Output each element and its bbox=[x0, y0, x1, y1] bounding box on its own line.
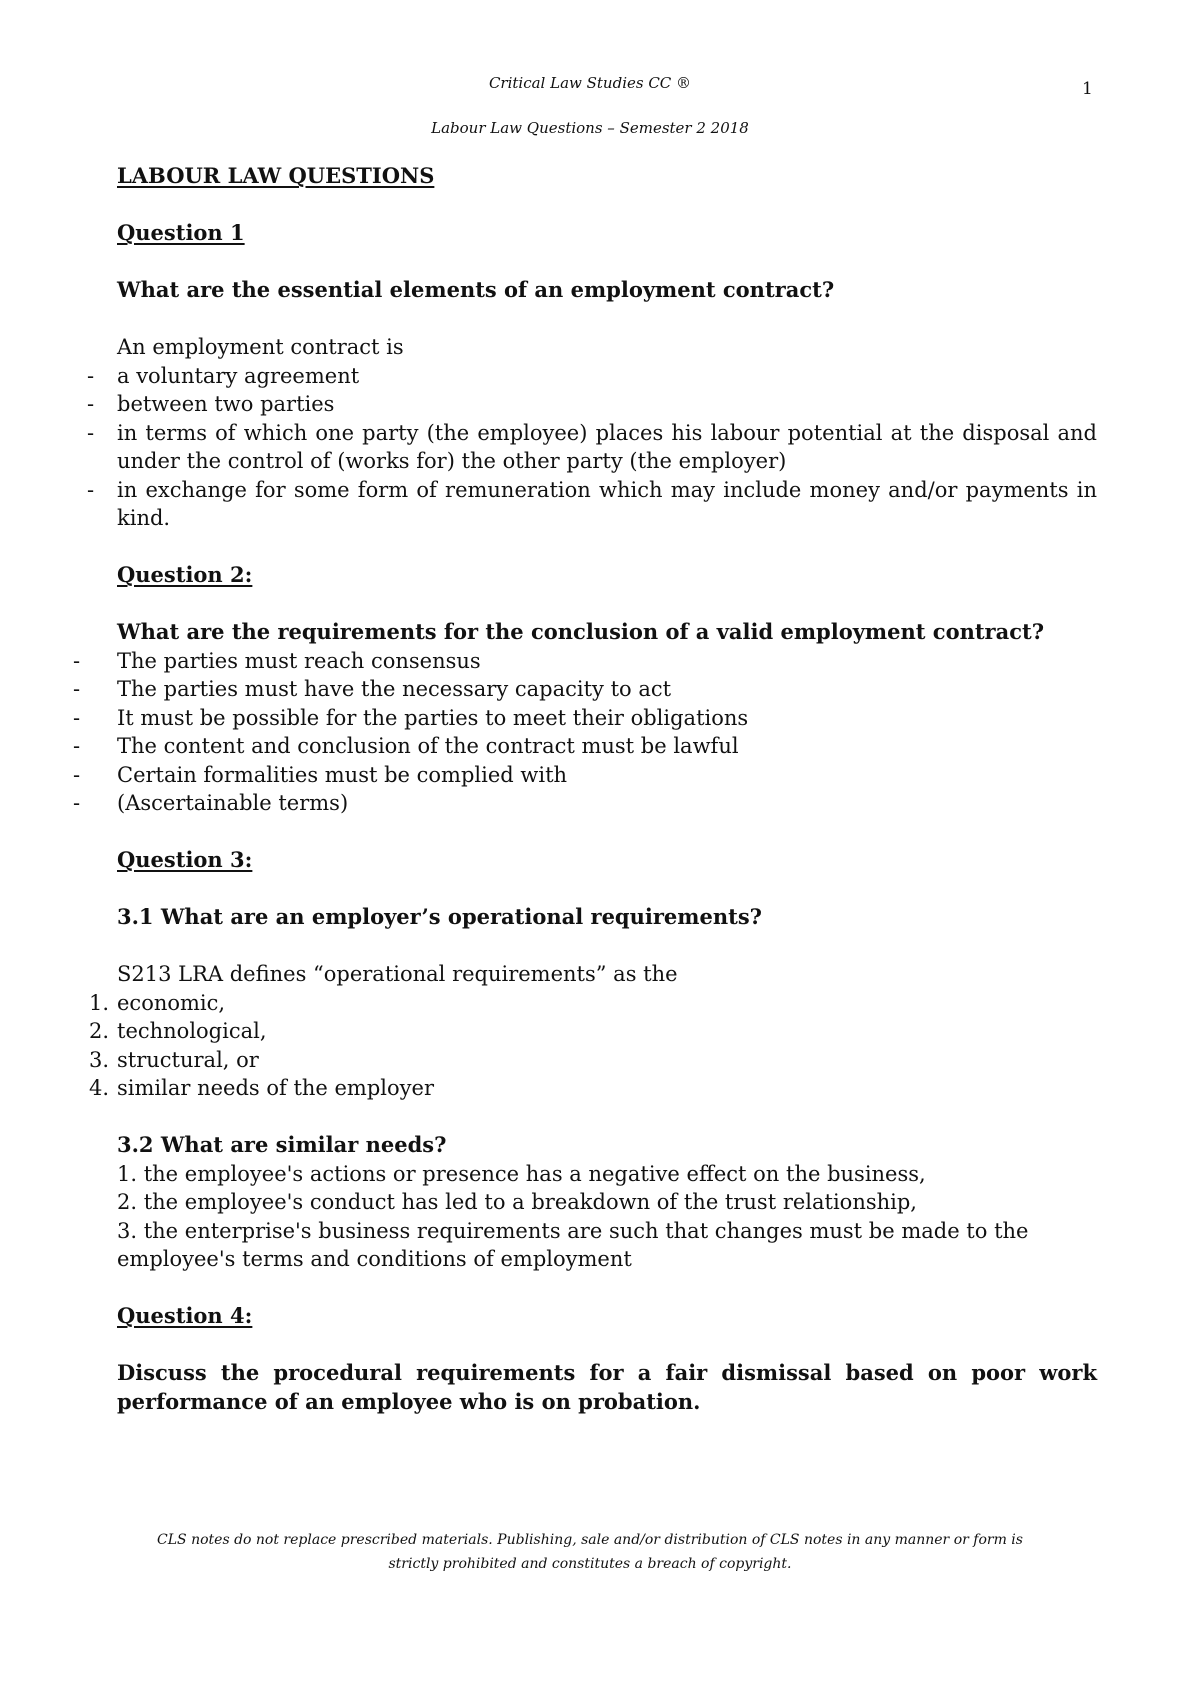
question-4-heading: Question 4: bbox=[117, 1303, 253, 1328]
list-item: - in exchange for some form of remuneration which may include money and/or payments in kind. bbox=[117, 476, 1097, 533]
document-title: LABOUR LAW QUESTIONS bbox=[117, 163, 435, 188]
answer-line: 2. the employee's conduct has led to a breakdown of the trust relationship, bbox=[117, 1190, 917, 1214]
question-1-text: What are the essential elements of an employment contract? bbox=[117, 277, 835, 302]
answer-line: 3. the enterprise's business requirements are such that changes must be made to the employee's terms and conditions of employment bbox=[117, 1218, 1029, 1271]
question-2-answer-list bbox=[117, 647, 1097, 818]
list-number: 2. bbox=[88, 1019, 109, 1043]
header-subtitle: Labour Law Questions – Semester 2 2018 bbox=[431, 119, 749, 137]
question-3-2-text: 3.2 What are similar needs? bbox=[117, 1132, 447, 1157]
list-number: 4. bbox=[88, 1076, 109, 1100]
list-item: - The parties must reach consensus bbox=[117, 647, 1097, 676]
list-item: - It must be possible for the parties to meet their obligations bbox=[117, 704, 1097, 733]
list-item: - between two parties bbox=[117, 390, 1097, 419]
copyright-footer bbox=[0, 1528, 1180, 1576]
answer-line: 1. the employee's actions or presence has a negative effect on the business, bbox=[117, 1161, 926, 1186]
footer-line: strictly prohibited and constitutes a breach of copyright. bbox=[388, 1556, 792, 1572]
list-text: similar needs of the employer bbox=[117, 1076, 434, 1100]
list-item: - The content and conclusion of the contract must be lawful bbox=[117, 732, 1097, 761]
question-1-heading: Question 1 bbox=[117, 220, 245, 245]
question-2-heading: Question 2: bbox=[117, 562, 253, 587]
question-3-heading: Question 3: bbox=[117, 847, 253, 872]
page-number: 1 bbox=[1082, 79, 1093, 99]
question-3-1-answer-list bbox=[88, 989, 1097, 1103]
question-4-text: Discuss the procedural requirements for a fair dismissal based on poor work performance of an employee who is on probation. bbox=[117, 1360, 1097, 1414]
list-item bbox=[88, 1074, 1097, 1103]
list-number: 3. bbox=[88, 1047, 109, 1072]
list-item: - The parties must have the necessary capacity to act bbox=[117, 675, 1097, 704]
list-text: technological, bbox=[117, 1019, 267, 1043]
list-item: - (Ascertainable terms) bbox=[117, 789, 1097, 818]
list-item bbox=[88, 1017, 1097, 1046]
list-number: 1. bbox=[88, 990, 109, 1015]
question-3-1-text: 3.1 What are an employer’s operational requirements? bbox=[117, 904, 762, 929]
list-item: - Certain formalities must be complied with bbox=[117, 761, 1097, 790]
question-3-1-intro: S213 LRA defines “operational requirements” as the bbox=[117, 962, 678, 986]
list-item: - in terms of which one party (the employee) places his labour potential at the disposal and under the control of (works for) the other party (the employer) bbox=[117, 419, 1097, 476]
header-company: Critical Law Studies CC ® bbox=[488, 74, 692, 92]
question-3-2-answer-lines bbox=[117, 1160, 1097, 1274]
list-text: economic, bbox=[117, 990, 226, 1015]
question-1-answer-list bbox=[117, 362, 1097, 533]
question-2-text: What are the requirements for the conclusion of a valid employment contract? bbox=[117, 619, 1045, 644]
list-item: - a voluntary agreement bbox=[117, 362, 1097, 391]
footer-line: CLS notes do not replace prescribed materials. Publishing, sale and/or distribution of CLS notes in any manner or form is bbox=[157, 1532, 1023, 1548]
list-item bbox=[88, 989, 1097, 1018]
list-item bbox=[88, 1046, 1097, 1075]
question-1-intro: An employment contract is bbox=[117, 335, 404, 359]
list-text: structural, or bbox=[117, 1047, 259, 1072]
document-body bbox=[88, 162, 1097, 1416]
